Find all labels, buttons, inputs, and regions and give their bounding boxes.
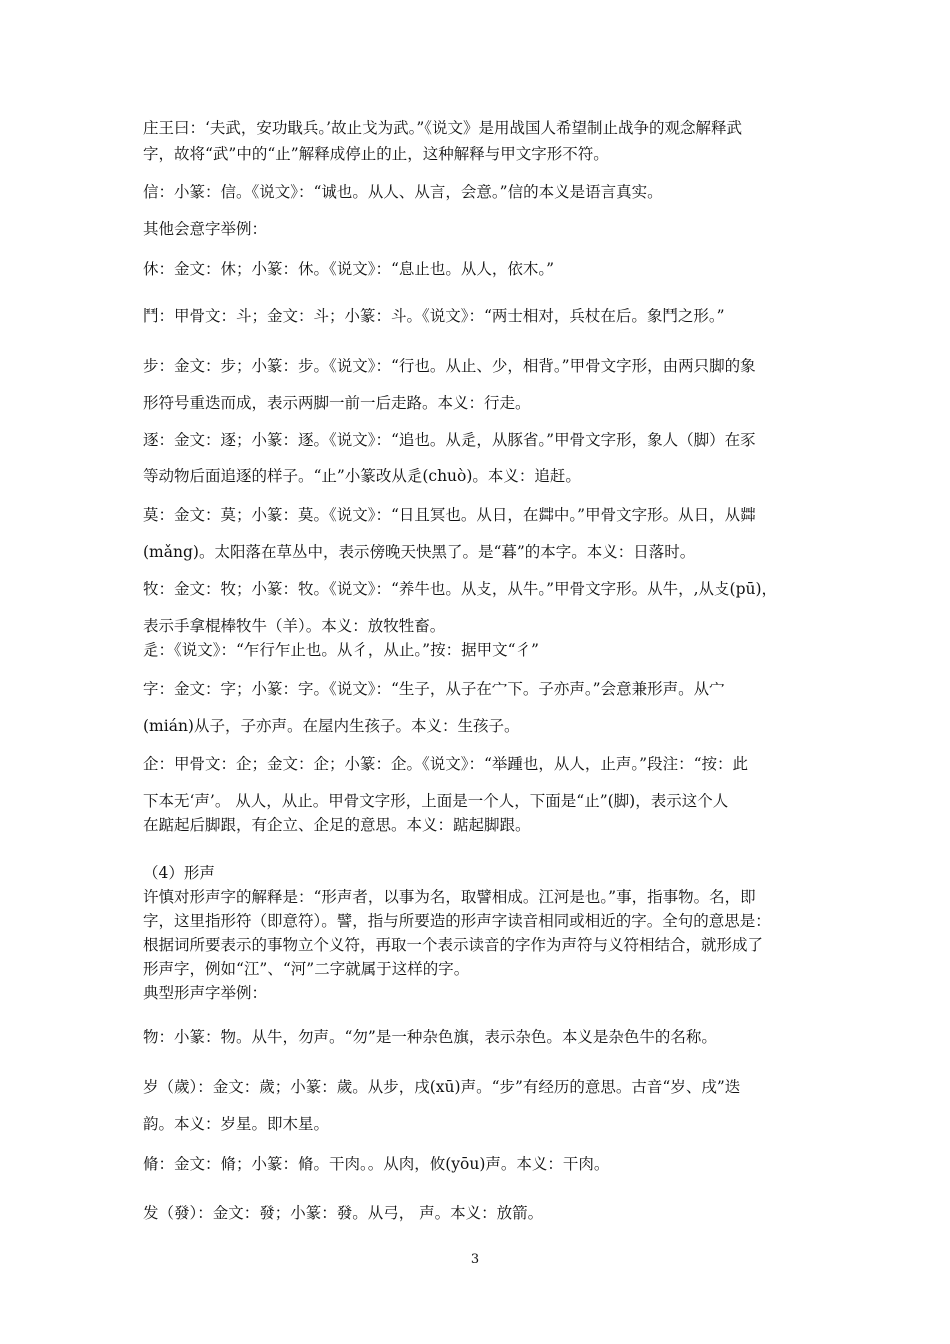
text-line: 物：小篆：物。从牛，勿声。“勿”是一种杂色旗，表示杂色。本义是杂色牛的名称。 <box>143 1028 717 1046</box>
text-line: 表示手拿棍棒牧牛（羊）。本义：放牧牲畜。 <box>143 617 446 635</box>
page-number: 3 <box>470 1252 480 1267</box>
text-line: 脩：金文：脩；小篆：脩。干肉。。从肉，攸(yōu)声。本义：干肉。 <box>143 1155 610 1173</box>
text-line: 莫：金文：莫；小篆：莫。《说文》：“日且冥也。从日，在茻中。”甲骨文字形。从日，从茻 <box>143 506 756 524</box>
text-line: 形符号重迭而成，表示两脚一前一后走路。本义：行走。 <box>143 394 531 412</box>
text-line: 步：金文：步；小篆：步。《说文》：“行也。从止、少，相背。”甲骨文字形，由两只脚的象 <box>143 357 756 375</box>
text-line: 等动物后面追逐的样子。“止”小篆改从辵(chuò)。本义：追赶。 <box>143 467 581 485</box>
text-line: 形声字，例如“江”、“河”二字就属于这样的字。 <box>143 960 470 978</box>
text-line: 岁（歲）：金文：歲；小篆：歲。从步，戌(xū)声。“步”有经历的意思。古音“岁、戌”迭 <box>143 1078 741 1096</box>
text-line: 字，这里指形符（即意符）。譬，指与所要造的形声字读音相同或相近的字。全句的意思是： <box>143 912 771 930</box>
text-line: 其他会意字举例： <box>143 220 268 238</box>
text-line: 许慎对形声字的解释是：“形声者，以事为名，取譬相成。江河是也。”事，指事物。名，即 <box>143 888 756 906</box>
text-line: 韵。本义：岁星。即木星。 <box>143 1115 330 1133</box>
text-line: 辵：《说文》：“乍行乍止也。从彳，从止。”按：据甲文“彳” <box>143 641 539 659</box>
text-line: 发（發）：金文：發；小篆：發。从弓， 声。本义：放箭。 <box>143 1204 544 1222</box>
text-line: 信：小篆：信。《说文》：“诚也。从人、从言，会意。”信的本义是语言真实。 <box>143 183 663 201</box>
text-line: (mián)从子，子亦声。在屋内生孩子。本义：生孩子。 <box>143 717 520 735</box>
section-heading: （4）形声 <box>143 864 215 882</box>
text-line: 逐：金文：逐；小篆：逐。《说文》：“追也。从辵，从豚省。”甲骨文字形，象人（脚）在豕 <box>143 431 756 449</box>
text-line: 下本无‘声’。 从人，从止。甲骨文字形，上面是一个人，下面是“止”(脚)，表示这个人 <box>143 792 729 810</box>
text-line: 庄王曰：‘夫武，安功戢兵。’故止戈为武。”《说文》是用战国人希望制止战争的观念解释武 <box>143 119 743 137</box>
text-line: 牧：金文：牧；小篆：牧。《说文》：“养牛也。从攴，从牛。”甲骨文字形。从牛，,从攴(pū)， <box>143 580 778 598</box>
text-line: 典型形声字举例： <box>143 984 268 1002</box>
text-line: (mǎng)。太阳落在草丛中，表示傍晚天快黑了。是“暮”的本字。本义：日落时。 <box>143 543 696 561</box>
text-line: 在踮起后脚跟，有企立、企足的意思。本义：踮起脚跟。 <box>143 816 531 834</box>
text-line: 根据词所要表示的事物立个义符，再取一个表示读音的字作为声符与义符相结合，就形成了 <box>143 936 764 954</box>
text-line: 企：甲骨文：企；金文：企；小篆：企。《说文》：“举踵也，从人，止声。”段注：“按：此 <box>143 755 749 773</box>
text-line: 休：金文：休；小篆：休。《说文》：“息止也。从人，依木。” <box>143 260 555 278</box>
text-line: 字，故将“武”中的“止”解释成停止的止，这种解释与甲文字形不符。 <box>143 145 609 163</box>
text-line: 鬥：甲骨文：斗；金文：斗；小篆：斗。《说文》：“两士相对，兵杖在后。象鬥之形。” <box>143 307 725 325</box>
text-line: 字：金文：字；小篆：字。《说文》：“生子，从子在宀下。子亦声。”会意兼形声。从宀 <box>143 680 725 698</box>
